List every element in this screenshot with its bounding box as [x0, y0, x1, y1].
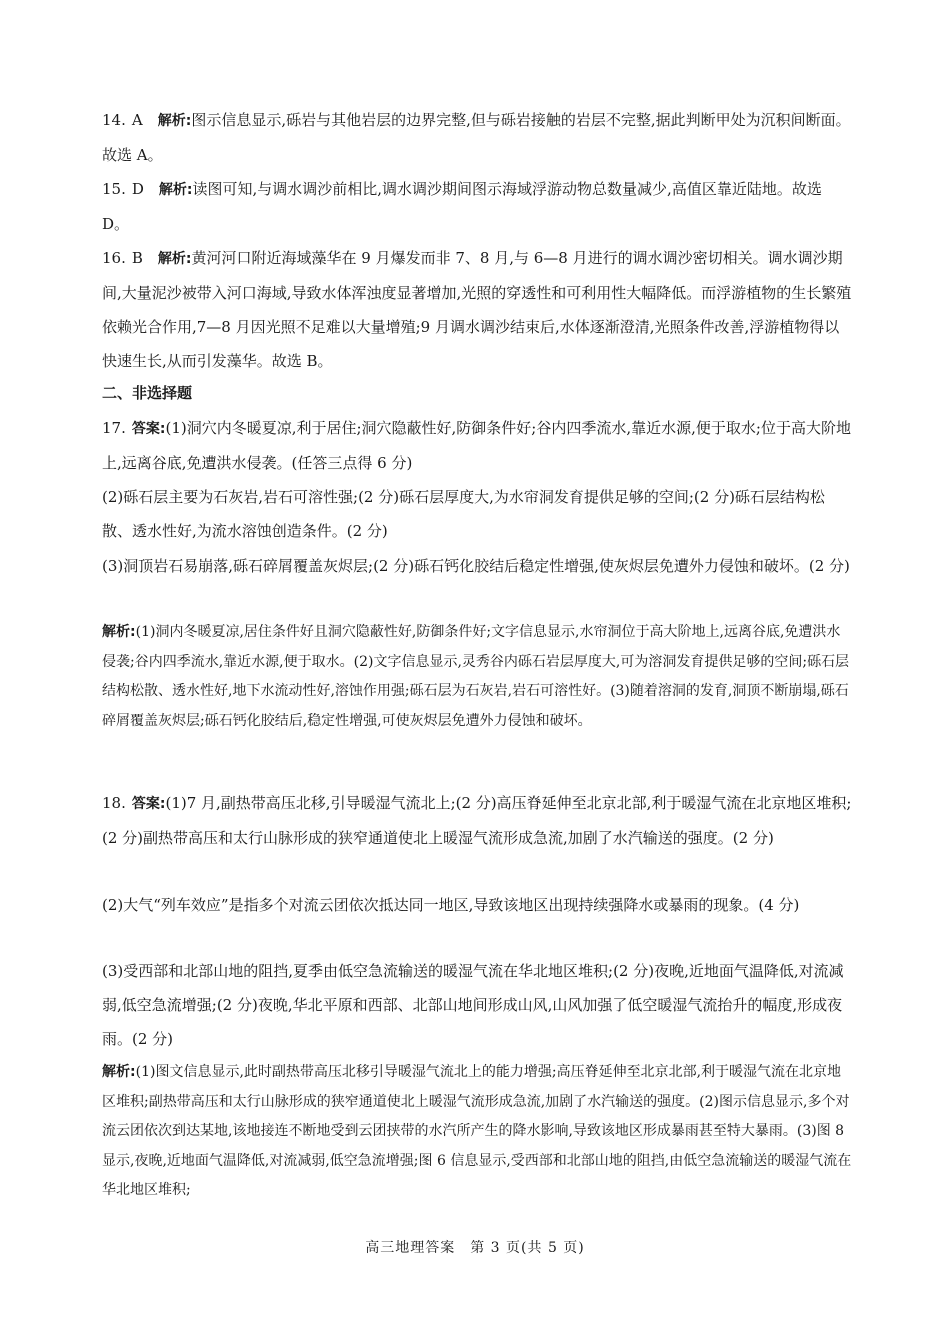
- analysis-text: 图示信息显示,砾岩与其他岩层的边界完整,但与砾岩接触的岩层不完整,据此判断甲处为沉积间断面。故选 A。: [102, 111, 851, 164]
- q18-part2: (2)大气“列车效应”是指多个对流云团依次抵达同一地区,导致该地区出现持续强降水或暴雨的现象。(4 分): [102, 896, 800, 914]
- page-footer: 高三地理答案 第 3 页(共 5 页): [365, 1240, 585, 1256]
- analysis-label: 解析:: [157, 251, 192, 267]
- section-title: 二、非选择题: [102, 384, 193, 402]
- answer-label: 答案:: [131, 421, 166, 437]
- analysis-text: 读图可知,与调水调沙前相比,调水调沙期间图示海域浮游动物总数量减少,高值区靠近陆地。故选 D。: [102, 180, 822, 233]
- q18-part1: 18. 答案:(1)7 月,副热带高压北移,引导暖湿气流北上;(2 分)高压脊延伸至北京北部,利于暖湿气流在北京地区堆积;(2 分)副热带高压和太行山脉形成的狭窄通道使北上暖湿气流形成急流,加剧了水汽输送的强度。(2 分): [102, 794, 852, 847]
- q17-analysis: 解析:(1)洞内冬暖夏凉,居住条件好且洞穴隐蔽性好,防御条件好;文字信息显示,水帘洞位于高大阶地上,远离谷底,免遭洪水侵袭;谷内四季流水,靠近水源,便于取水。(2)文字信息显示,灵秀谷内砾石岩层厚度大,可为溶洞发育提供足够的空间;砾石层结构松散、透水性好,地下水流动性好,溶蚀作用强;砾石层为石灰岩,岩石可溶性好。(3)随着溶洞的发育,洞顶不断崩塌,砾石碎屑覆盖灰烬层;砾石钙化胶结后,稳定性增强,可使灰烬层免遭外力侵蚀和破坏。: [102, 624, 850, 729]
- analysis-label: 解析:: [158, 182, 193, 198]
- q17-part3: (3)洞顶岩石易崩落,砾石碎屑覆盖灰烬层;(2 分)砾石钙化胶结后稳定性增强,使灰烬层免遭外力侵蚀和破坏。(2 分): [102, 557, 850, 575]
- analysis-label: 解析:: [157, 113, 192, 129]
- q18-part3: (3)受西部和北部山地的阻挡,夏季由低空急流输送的暖湿气流在华北地区堆积;(2 分)夜晚,近地面气温降低,对流减弱,低空急流增强;(2 分)夜晚,华北平原和西部、北部山地间形成山风,山风加强了低空暖湿气流抬升的幅度,形成夜雨。(2 分): [102, 962, 844, 1048]
- q17-part2: (2)砾石层主要为石灰岩,岩石可溶性强;(2 分)砾石层厚度大,为水帘洞发育提供足够的空间;(2 分)砾石层结构松散、透水性好,为流水溶蚀创造条件。(2 分): [102, 488, 825, 540]
- analysis-label: 解析:: [102, 624, 136, 640]
- q17-part1: 17. 答案:(1)洞穴内冬暖夏凉,利于居住;洞穴隐蔽性好,防御条件好;谷内四季流水,靠近水源,便于取水;位于高大阶地上,远离谷底,免遭洪水侵袭。(任答三点得 6 分): [102, 419, 851, 472]
- analysis-label: 解析:: [102, 1064, 136, 1080]
- analysis-text: 黄河河口附近海域藻华在 9 月爆发而非 7、8 月,与 6—8 月进行的调水调沙密切相关。调水调沙期间,大量泥沙被带入河口海域,导致水体浑浊度显著增加,光照的穿透性和可利用性大幅降低。而浮游植物的生长繁殖依赖光合作用,7—8 月因光照不足难以大量增殖;9 月调水调沙结束后,水体逐渐澄清,光照条件改善,浮游植物得以快速生长,从而引发藻华。故选 B。: [102, 249, 852, 370]
- answer-label: 答案:: [131, 796, 166, 812]
- answer-item-15: 15. D 解析:读图可知,与调水调沙前相比,调水调沙期间图示海域浮游动物总数量减少,高值区靠近陆地。故选 D。: [102, 180, 822, 233]
- q18-analysis: 解析:(1)图文信息显示,此时副热带高压北移引导暖湿气流北上的能力增强;高压脊延伸至北京北部,利于暖湿气流在北京地区堆积;副热带高压和太行山脉形成的狭窄通道使北上暖湿气流形成急流,加剧了水汽输送的强度。(2)图示信息显示,多个对流云团依次到达某地,该地接连不断地受到云团挟带的水汽所产生的降水影响,导致该地区形成暴雨甚至特大暴雨。(3)图 8 显示,夜晚,近地面气温降低,对流减弱,低空急流增强;图 6 信息显示,受西部和北部山地的阻挡,由低空急流输送的暖湿气流在华北地区堆积;: [102, 1064, 852, 1198]
- answer-item-16: 16. B 解析:黄河河口附近海域藻华在 9 月爆发而非 7、8 月,与 6—8 月进行的调水调沙密切相关。调水调沙期间,大量泥沙被带入河口海域,导致水体浑浊度显著增加,光照的穿透性和可利用性大幅降低。而浮游植物的生长繁殖依赖光合作用,7—8 月因光照不足难以大量增殖;9 月调水调沙结束后,水体逐渐澄清,光照条件改善,浮游植物得以快速生长,从而引发藻华。故选 B。: [102, 249, 852, 370]
- answer-item-14: 14. A 解析:图示信息显示,砾岩与其他岩层的边界完整,但与砾岩接触的岩层不完整,据此判断甲处为沉积间断面。故选 A。: [102, 111, 851, 164]
